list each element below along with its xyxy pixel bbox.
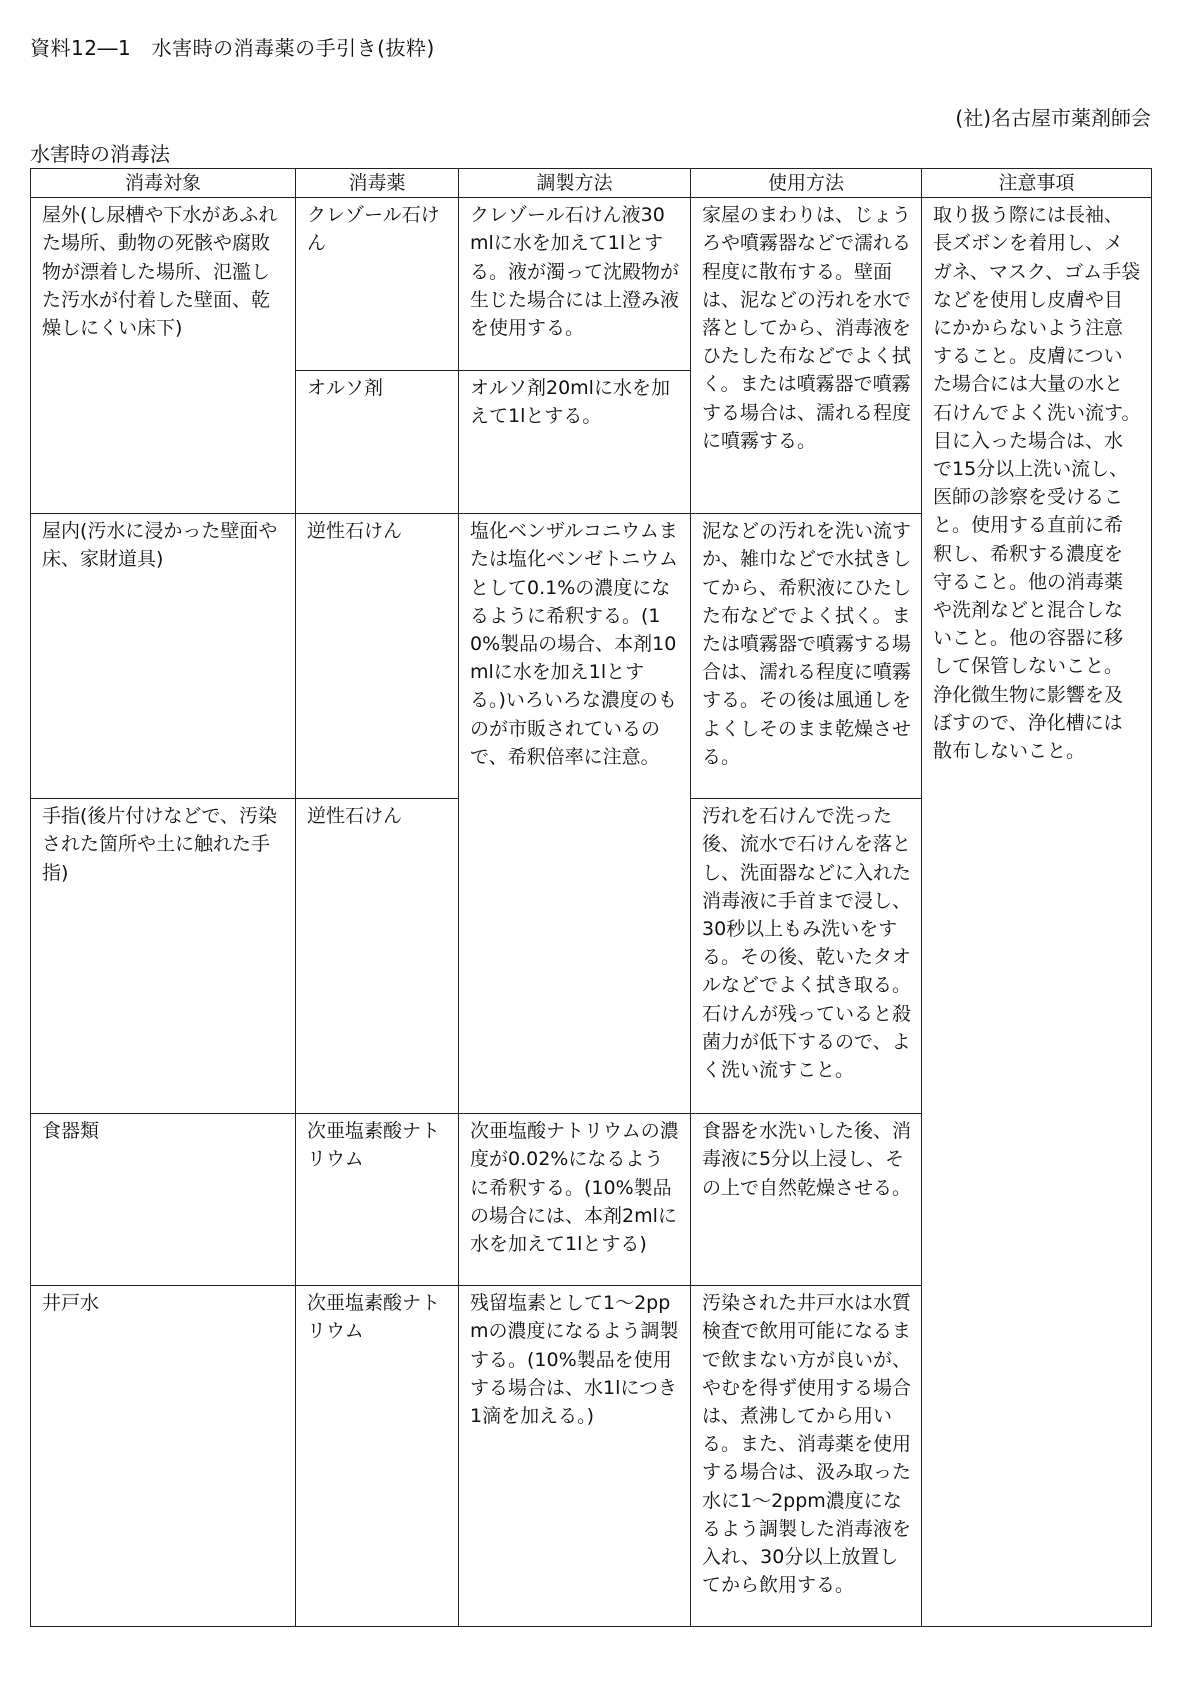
table-header-row — [31, 169, 1152, 198]
cell-agent-hands: 逆性石けん — [296, 799, 459, 1114]
cell-caution: 取り扱う際には長袖、長ズボンを着用し、メガネ、マスク、ゴム手袋などを使用し皮膚や目にかからないよう注意すること。皮膚についた場合には大量の水と石けんでよく洗い流す。目に入った場合は、水で15分以上洗い流し、医師の診察を受けること。使用する直前に希釈し、希釈する濃度を守ること。他の消毒薬や洗剤などと混合しないこと。他の容器に移して保管しないこと。浄化微生物に影響を及ぼすので、浄化槽には散布しないこと。 — [922, 198, 1152, 1627]
document-title: 資料12―1 水害時の消毒薬の手引き(抜粋) — [30, 36, 435, 60]
header-target: 消毒対象 — [31, 169, 296, 198]
cell-agent-dishes: 次亜塩素酸ナトリウム — [296, 1114, 459, 1286]
cell-prep-cresol: クレゾール石けん液30mlに水を加えて1lとする。液が濁って沈殿物が生じた場合には上澄み液を使用する。 — [459, 198, 691, 371]
cell-agent-orthol: オルソ剤 — [296, 371, 459, 514]
cell-prep-orthol: オルソ剤20mlに水を加えて1lとする。 — [459, 371, 691, 514]
cell-usage-indoor: 泥などの汚れを洗い流すか、雑巾などで水拭きしてから、希釈液にひたした布などでよく拭く。または噴霧器で噴霧する場合は、濡れる程度に噴霧する。その後は風通しをよくしそのまま乾燥させる。 — [691, 514, 922, 799]
cell-target-well: 井戸水 — [31, 1286, 296, 1627]
cell-usage-hands: 汚れを石けんで洗った後、流水で石けんを落とし、洗面器などに入れた消毒液に手首まで浸し、30秒以上もみ洗いをする。その後、乾いたタオルなどでよく拭き取る。石けんが残っていると殺菌力が低下するので、よく洗い流すこと。 — [691, 799, 922, 1114]
cell-agent-cresol: クレゾール石けん — [296, 198, 459, 371]
header-preparation: 調製方法 — [459, 169, 691, 198]
cell-target-outdoor: 屋外(し尿槽や下水があふれた場所、動物の死骸や腐敗物が漂着した場所、氾濫した汚水が付着した壁面、乾燥しにくい床下) — [31, 198, 296, 514]
cell-target-dishes: 食器類 — [31, 1114, 296, 1286]
header-caution: 注意事項 — [922, 169, 1152, 198]
cell-agent-well: 次亜塩素酸ナトリウム — [296, 1286, 459, 1627]
cell-usage-well: 汚染された井戸水は水質検査で飲用可能になるまで飲まない方が良いが、やむを得ず使用する場合は、煮沸してから用いる。また、消毒薬を使用する場合は、汲み取った水に1～2ppm濃度になるよう調製した消毒液を入れ、30分以上放置してから飲用する。 — [691, 1286, 922, 1627]
cell-target-indoor: 屋内(汚水に浸かった壁面や床、家財道具) — [31, 514, 296, 799]
author-organization: (社)名古屋市薬剤師会 — [955, 106, 1151, 130]
header-agent: 消毒薬 — [296, 169, 459, 198]
cell-prep-quaternary: 塩化ベンザルコニウムまたは塩化ベンゼトニウムとして0.1%の濃度になるように希釈する。(10%製品の場合、本剤10mlに水を加え1lとする。)いろいろな濃度のものが市販されているので、希釈倍率に注意。 — [459, 514, 691, 1114]
cell-prep-well: 残留塩素として1～2ppmの濃度になるよう調製する。(10%製品を使用する場合は、水1lにつき1滴を加える。) — [459, 1286, 691, 1627]
cell-usage-outdoor: 家屋のまわりは、じょうろや噴霧器などで濡れる程度に散布する。壁面は、泥などの汚れを水で落としてから、消毒液をひたした布などでよく拭く。または噴霧器で噴霧する場合は、濡れる程度に噴霧する。 — [691, 198, 922, 514]
header-usage: 使用方法 — [691, 169, 922, 198]
section-title: 水害時の消毒法 — [30, 142, 170, 166]
cell-target-hands: 手指(後片付けなどで、汚染された箇所や土に触れた手指) — [31, 799, 296, 1114]
cell-agent-indoor: 逆性石けん — [296, 514, 459, 799]
disinfection-table — [30, 168, 1152, 1627]
table-row — [31, 198, 1152, 371]
cell-prep-dishes: 次亜塩酸ナトリウムの濃度が0.02%になるように希釈する。(10%製品の場合には、本剤2mlに水を加えて1lとする) — [459, 1114, 691, 1286]
cell-usage-dishes: 食器を水洗いした後、消毒液に5分以上浸し、その上で自然乾燥させる。 — [691, 1114, 922, 1286]
